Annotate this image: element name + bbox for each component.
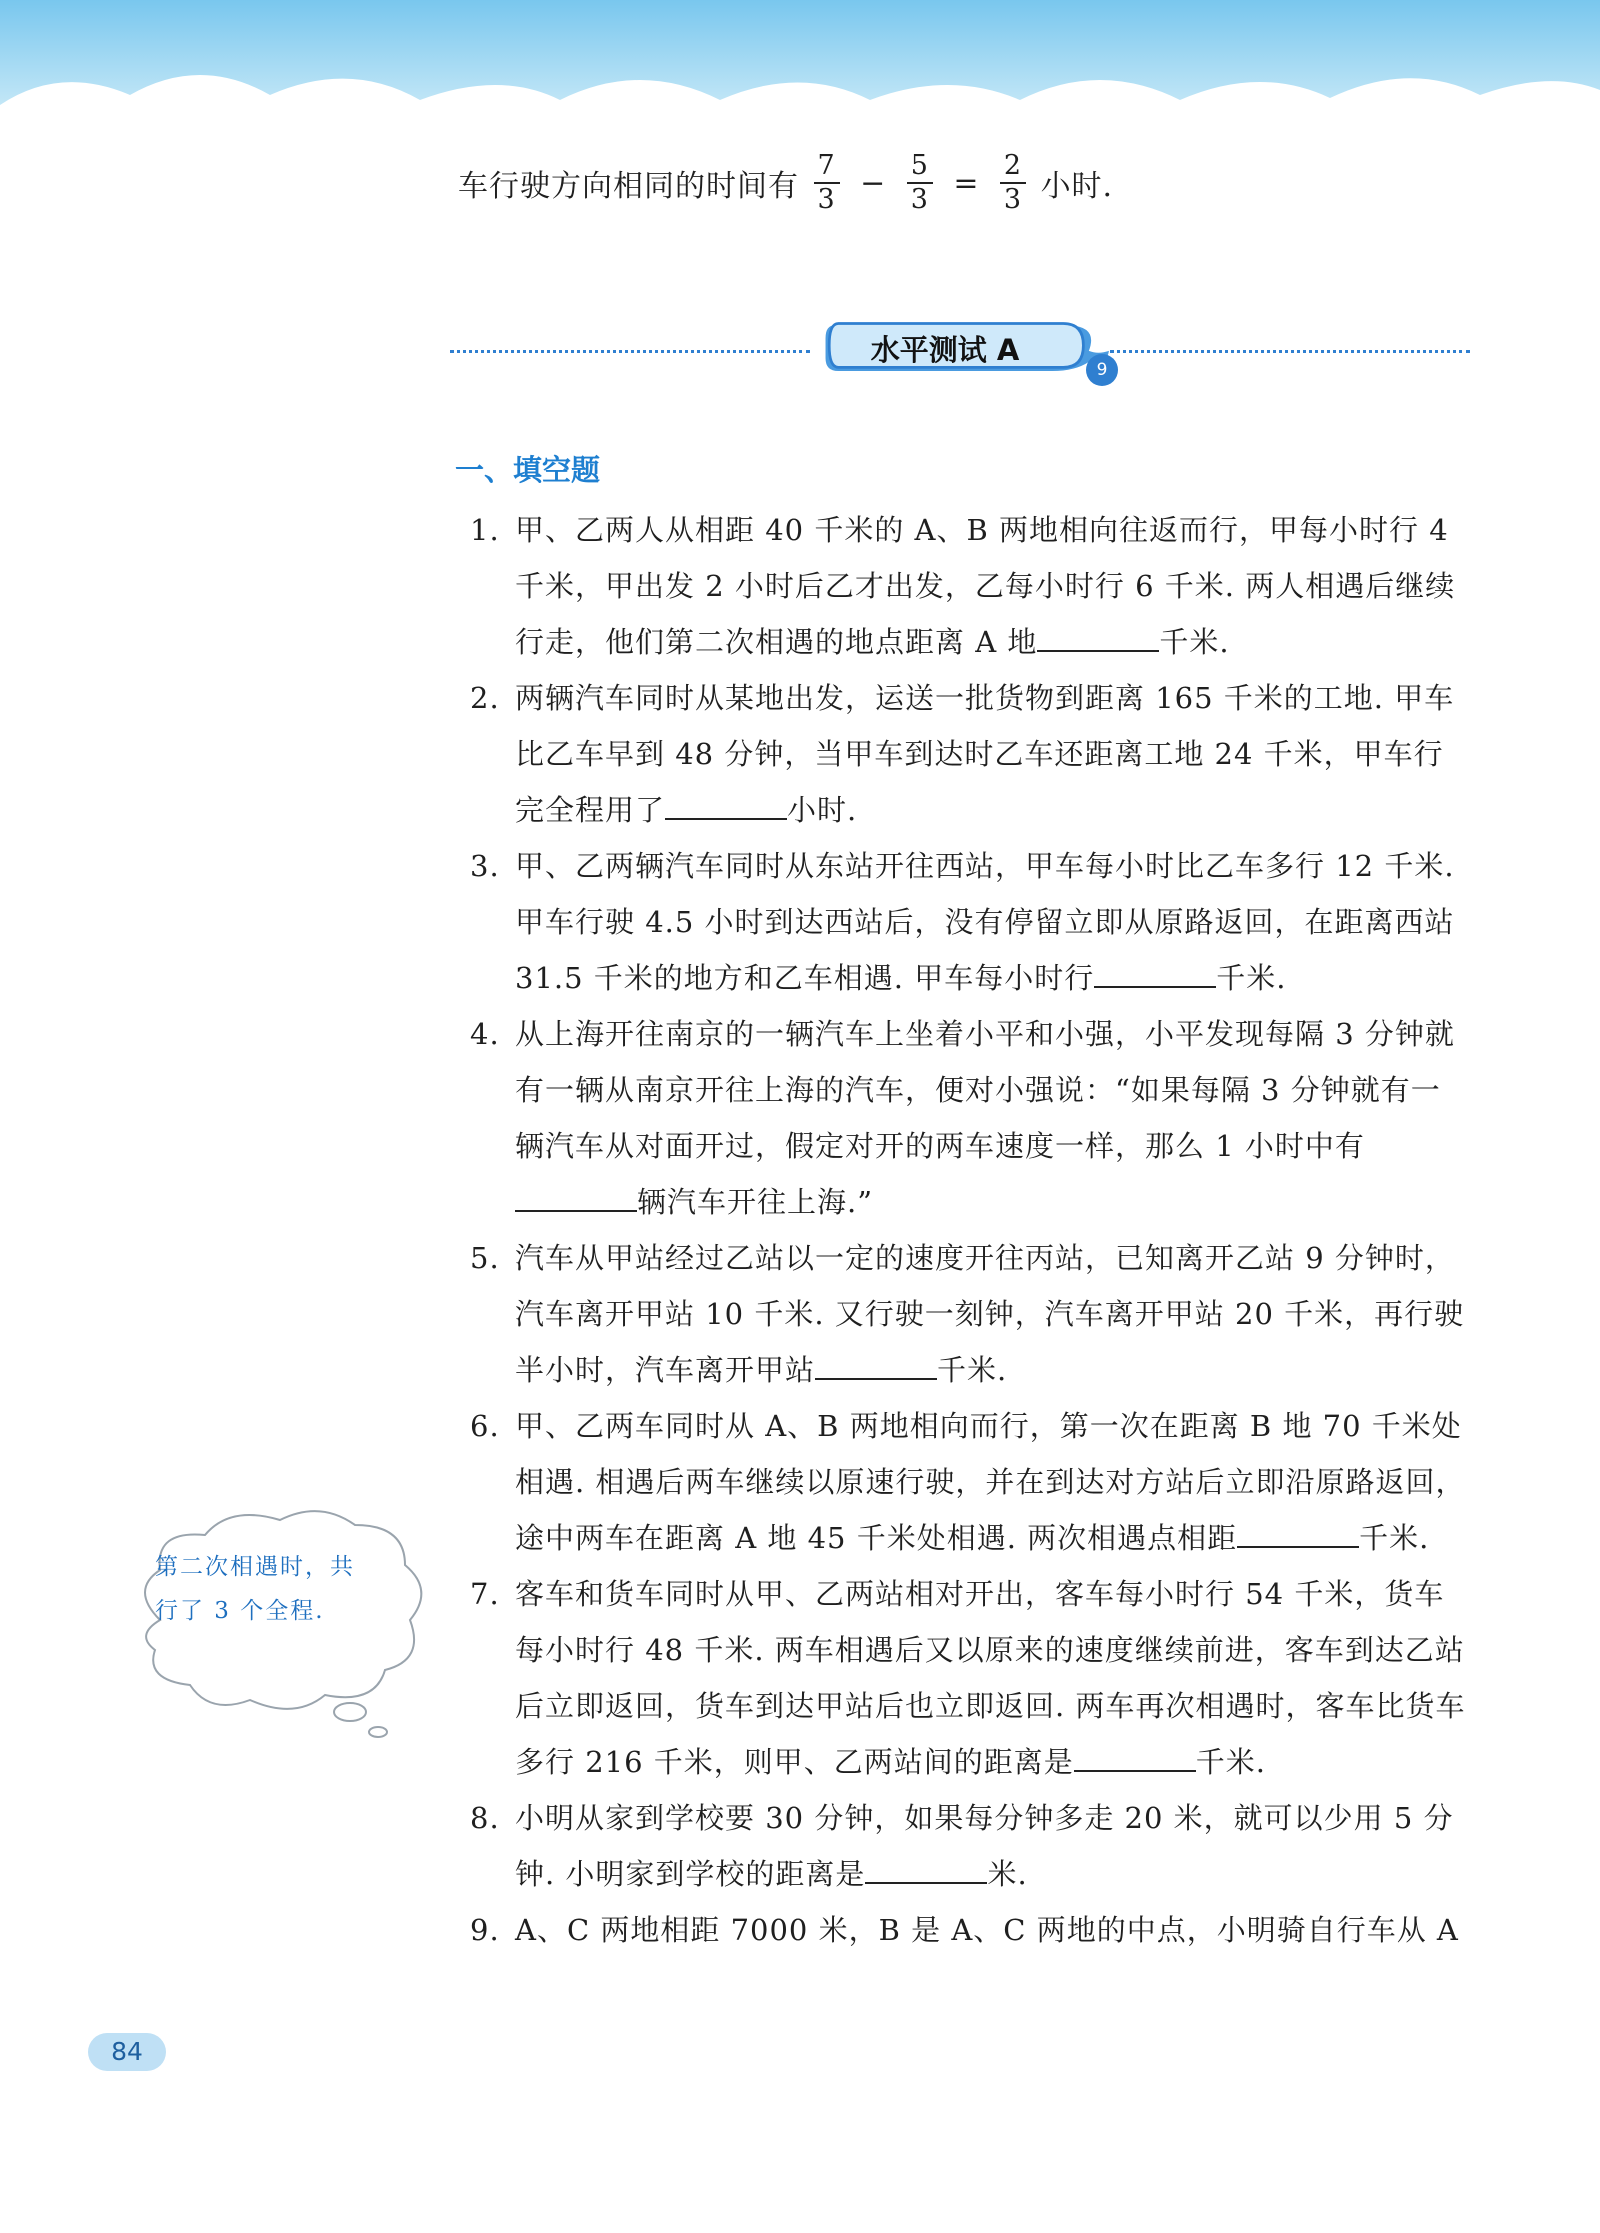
question-5 xyxy=(470,1230,1470,1398)
intro-text-before: 车行驶方向相同的时间有 xyxy=(458,169,799,204)
question-8 xyxy=(470,1790,1470,1902)
dotted-divider-right xyxy=(1110,350,1470,353)
dotted-divider-left xyxy=(450,350,810,353)
question-number: 9. xyxy=(470,1913,500,1947)
question-9 xyxy=(470,1902,1470,1958)
fraction-2-3 xyxy=(1000,150,1026,216)
hint-text xyxy=(155,1545,405,1633)
question-number: 8. xyxy=(470,1801,500,1835)
fraction-denominator: 3 xyxy=(910,184,929,215)
question-4 xyxy=(470,1006,1470,1230)
question-number: 2. xyxy=(470,681,500,715)
question-text-end: 千米. xyxy=(1195,1745,1267,1779)
question-text-end: 千米. xyxy=(937,1353,1008,1387)
question-text-end: 辆汽车开往上海.” xyxy=(637,1185,874,1219)
question-text: 汽车从甲站经过乙站以一定的速度开往丙站，已知离开乙站 9 分钟时，汽车离开甲站 10 千米. 又行驶一刻钟，汽车离开甲站 20 千米，再行驶半小时，汽车离开甲站 xyxy=(515,1241,1465,1387)
test-banner xyxy=(450,318,1470,398)
question-2 xyxy=(470,670,1470,838)
section-title: 一、填空题 xyxy=(455,453,601,487)
fraction-5-3 xyxy=(907,150,933,216)
banner-number-badge: 9 xyxy=(1086,354,1118,386)
question-text: 客车和货车同时从甲、乙两站相对开出，客车每小时行 54 千米，货车每小时行 48 千米. 两车相遇后又以原来的速度继续前进，客车到达乙站后立即返回，货车到达甲站后也立即返回. 两车再次相遇时，客车比货车多行 216 千米，则甲、乙两站间的距离是 xyxy=(515,1577,1466,1779)
question-text-end: 米. xyxy=(987,1857,1028,1891)
question-text: 甲、乙两辆汽车同时从东站开往西站，甲车每小时比乙车多行 12 千米. 甲车行驶 4.5 小时到达西站后，没有停留立即从原路返回，在距离西站 31.5 千米的地方和乙车相遇. 甲车每小时行 xyxy=(515,849,1455,995)
fraction-numerator: 7 xyxy=(817,150,836,181)
fraction-denominator: 3 xyxy=(817,184,836,215)
question-number: 3. xyxy=(470,849,500,883)
answer-blank[interactable] xyxy=(1237,1520,1359,1548)
answer-blank[interactable] xyxy=(665,792,787,820)
question-number: 7. xyxy=(470,1577,500,1611)
question-text: 两辆汽车同时从某地出发，运送一批货物到距离 165 千米的工地. 甲车比乙车早到 48 分钟，当甲车到达时乙车还距离工地 24 千米，甲车行完全程用了 xyxy=(515,681,1455,827)
answer-blank[interactable] xyxy=(1094,960,1216,988)
answer-blank[interactable] xyxy=(1074,1744,1196,1772)
question-text-end: 千米. xyxy=(1359,1521,1430,1555)
answer-blank[interactable] xyxy=(515,1184,637,1212)
question-number: 5. xyxy=(470,1241,500,1275)
question-text-end: 千米. xyxy=(1159,625,1230,659)
question-text: 甲、乙两人从相距 40 千米的 A、B 两地相向往返而行，甲每小时行 4 千米，甲出发 2 小时后乙才出发，乙每小时行 6 千米. 两人相遇后继续行走，他们第二次相遇的地点距离 A 地 xyxy=(515,513,1456,659)
question-text: A、C 两地相距 7000 米，B 是 A、C 两地的中点，小明骑自行车从 A xyxy=(515,1913,1459,1947)
question-6 xyxy=(470,1398,1470,1566)
fraction-denominator: 3 xyxy=(1003,184,1023,215)
answer-blank[interactable] xyxy=(815,1352,937,1380)
question-text: 甲、乙两车同时从 A、B 两地相向而行，第一次在距离 B 地 70 千米处相遇. 相遇后两车继续以原速行驶，并在到达对方站后立即沿原路返回，途中两车在距离 A 地 45 千米处相遇. 两次相遇点相距 xyxy=(515,1409,1466,1555)
intro-text-after: 小时. xyxy=(1040,169,1114,204)
intro-line xyxy=(458,150,1113,240)
answer-blank[interactable] xyxy=(865,1856,987,1884)
fraction-numerator: 2 xyxy=(1003,150,1023,181)
fraction-numerator: 5 xyxy=(910,150,929,181)
question-text-end: 千米. xyxy=(1216,961,1287,995)
question-number: 6. xyxy=(470,1409,500,1443)
banner-title: 水平测试 A xyxy=(870,333,1020,367)
minus-sign: − xyxy=(860,165,887,201)
question-1 xyxy=(470,502,1470,670)
hint-line-2: 行了 3 个全程. xyxy=(155,1598,325,1624)
question-7 xyxy=(470,1566,1470,1790)
question-text-end: 小时. xyxy=(787,793,858,827)
page-number: 84 xyxy=(88,2033,166,2071)
equals-sign: = xyxy=(953,165,980,201)
question-list xyxy=(470,502,1470,1958)
question-number: 4. xyxy=(470,1017,500,1051)
question-text: 小明从家到学校要 30 分钟，如果每分钟多走 20 米，就可以少用 5 分钟. 小明家到学校的距离是 xyxy=(515,1801,1454,1891)
hint-line-1: 第二次相遇时，共 xyxy=(155,1554,355,1580)
question-text: 从上海开往南京的一辆汽车上坐着小平和小强，小平发现每隔 3 分钟就有一辆从南京开往上海的汽车，便对小强说：“如果每隔 3 分钟就有一辆汽车从对面开过，假定对开的两车速度一样，那么 1 小时中有 xyxy=(515,1017,1455,1163)
question-3 xyxy=(470,838,1470,1006)
fraction-7-3 xyxy=(814,150,840,216)
question-number: 1. xyxy=(470,513,500,547)
answer-blank[interactable] xyxy=(1037,624,1159,652)
